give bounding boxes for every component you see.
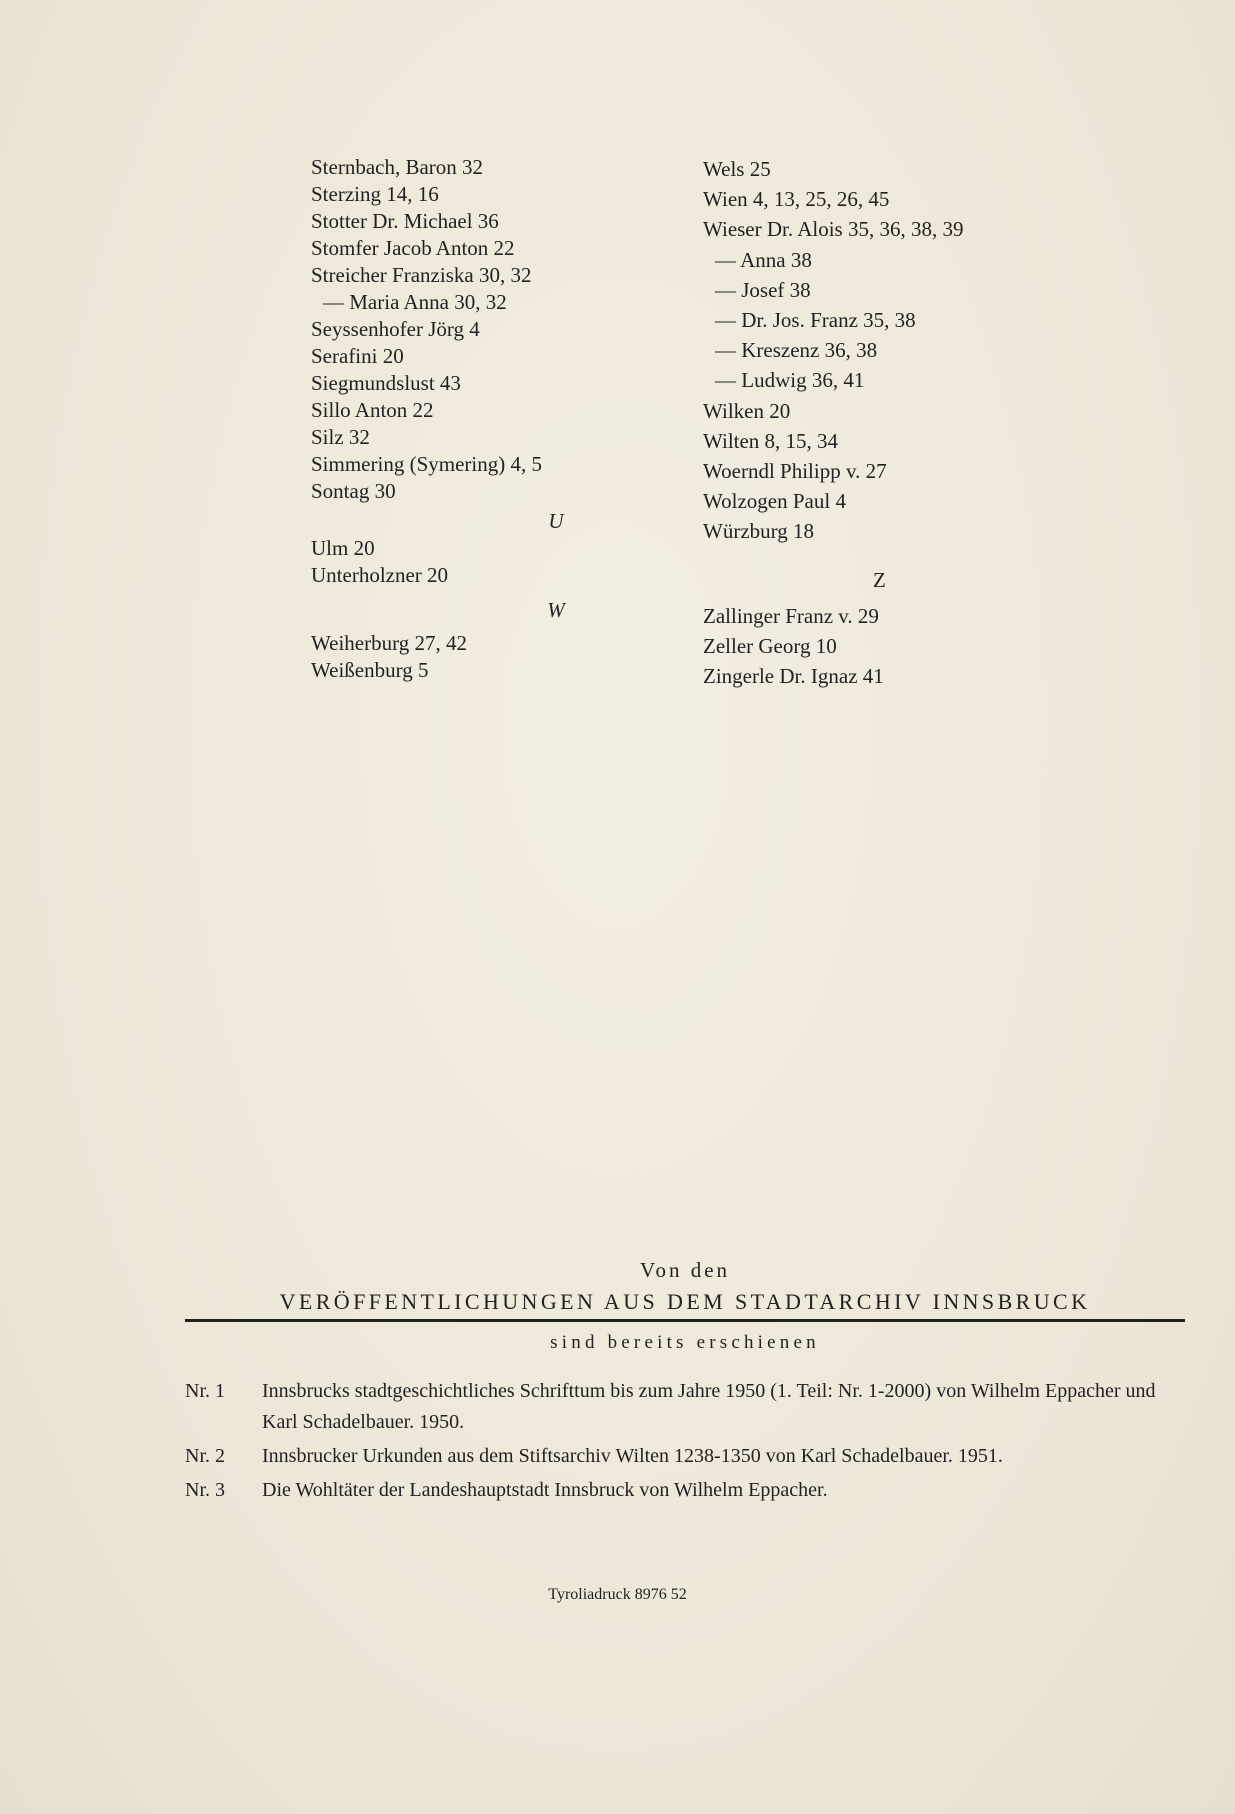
index-entry: Stomfer Jacob Anton 22 bbox=[311, 236, 515, 260]
publications-list bbox=[185, 1376, 1185, 1506]
index-entry: Zeller Georg 10 bbox=[703, 634, 837, 659]
publication-item bbox=[185, 1441, 1185, 1472]
index-entry: Silz 32 bbox=[311, 425, 370, 449]
publication-text: Die Wohltäter der Landeshauptstadt Innsbruck von Wilhelm Eppacher. bbox=[262, 1479, 828, 1501]
index-entry: Wilten 8, 15, 34 bbox=[703, 428, 839, 453]
index-entry: Weißenburg 5 bbox=[311, 658, 429, 682]
publication-text: Innsbrucker Urkunden aus dem Stiftsarchiv Wilten 1238-1350 von Karl Schadelbauer. 1951. bbox=[262, 1445, 1003, 1467]
index-entries-w bbox=[311, 630, 661, 684]
index-entries-z bbox=[703, 601, 963, 692]
index-entry: Woerndl Philipp v. 27 bbox=[703, 459, 887, 484]
index-entry: Wilken 20 bbox=[703, 398, 791, 423]
index-entry: Zallinger Franz v. 29 bbox=[703, 603, 879, 628]
index-entry: Simmering (Symering) 4, 5 bbox=[311, 452, 542, 476]
index-entries-w-cont bbox=[703, 154, 963, 547]
publication-item bbox=[185, 1376, 1185, 1438]
index-entries-u bbox=[311, 535, 661, 589]
index-entry: Würzburg 18 bbox=[703, 519, 814, 544]
index-entry: — Maria Anna 30, 32 bbox=[323, 290, 507, 314]
publication-number: Nr. 3 bbox=[185, 1479, 225, 1501]
index-entries-s bbox=[311, 154, 661, 505]
index-entry: Sontag 30 bbox=[311, 479, 396, 503]
index-letter-w: W bbox=[547, 598, 565, 622]
index-entry: Sterzing 14, 16 bbox=[311, 182, 439, 206]
index-entry: Stotter Dr. Michael 36 bbox=[311, 209, 499, 233]
index-entry: — Josef 38 bbox=[715, 277, 811, 302]
index-entry: Zingerle Dr. Ignaz 41 bbox=[703, 664, 884, 689]
index-entry: — Dr. Jos. Franz 35, 38 bbox=[715, 308, 916, 333]
index-entry: Sternbach, Baron 32 bbox=[311, 155, 484, 179]
index-entry: Wels 25 bbox=[703, 157, 771, 181]
index-entry: Sillo Anton 22 bbox=[311, 398, 434, 422]
index-entry: Seyssenhofer Jörg 4 bbox=[311, 317, 480, 341]
printer-imprint: Tyroliadruck 8976 52 bbox=[548, 1586, 687, 1603]
index-entry: Wolzogen Paul 4 bbox=[703, 489, 846, 514]
index-entry: Siegmundslust 43 bbox=[311, 371, 461, 395]
index-entry: Wieser Dr. Alois 35, 36, 38, 39 bbox=[703, 217, 964, 242]
publications-subtitle: sind bereits erschienen bbox=[550, 1332, 820, 1353]
index-entry: Ulm 20 bbox=[311, 536, 375, 560]
index-entry: — Kreszenz 36, 38 bbox=[715, 338, 878, 363]
index-entry: — Ludwig 36, 41 bbox=[715, 368, 865, 393]
index-letter-z: Z bbox=[873, 567, 886, 592]
index-entry: Unterholzner 20 bbox=[311, 563, 449, 587]
index-entry: Serafini 20 bbox=[311, 344, 404, 368]
index-entry: Wien 4, 13, 25, 26, 45 bbox=[703, 187, 890, 212]
index-column-left bbox=[311, 154, 661, 684]
publication-text: Innsbrucks stadtgeschichtliches Schrifttum bis zum Jahre 1950 (1. Teil: Nr. 1-2000) von Wilhelm Eppacher und Karl Schadelbauer. 1950. bbox=[262, 1380, 1156, 1433]
publication-number: Nr. 2 bbox=[185, 1445, 225, 1467]
publications-series-title: VERÖFFENTLICHUNGEN AUS DEM STADTARCHIV INNSBRUCK bbox=[279, 1289, 1091, 1314]
index-letter-u: U bbox=[548, 509, 564, 533]
publications-section bbox=[185, 1258, 1185, 1509]
publication-item bbox=[185, 1475, 1185, 1506]
title-rule bbox=[185, 1319, 1185, 1322]
publications-intro: Von den bbox=[639, 1258, 731, 1282]
index-entry: Streicher Franziska 30, 32 bbox=[311, 263, 532, 287]
index-entry: Weiherburg 27, 42 bbox=[311, 631, 467, 655]
publication-number: Nr. 1 bbox=[185, 1380, 225, 1402]
index-column-right bbox=[703, 154, 963, 691]
index-entry: — Anna 38 bbox=[715, 247, 812, 272]
